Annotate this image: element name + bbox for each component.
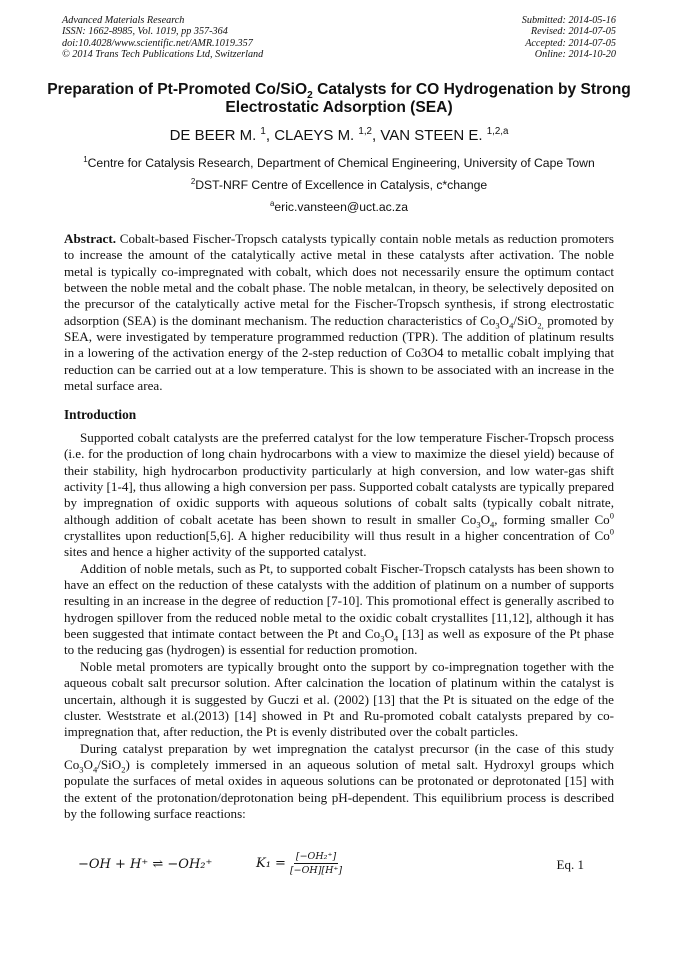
- paragraph: Supported cobalt catalysts are the preferred catalyst for the low temperature Fischer-Tropsch process (i.e. for the production of long chain hydrocarbons with a view to maximize the diesel yield) because of their stability, high hydrocarbon productivity particularly at high conversion, and low water-gas shift activity [1-4], thus allowing a high conversion per pass. Supported cobalt catalysts are typically prepared by impregnation of oxidic supports with aqueous solutions of cobalt salts (typically cobalt nitrate, although addition of cobalt acetate has been shown to result in smaller $Co_3O_4$, forming smaller Co$^0$ crystallites upon reduction[5,6]. A higher reducibility will thus result in a higher concentration of Co$^0$ sites and hence a higher activity of the supported catalyst.: [64, 430, 614, 560]
- journal-header: [62, 15, 263, 61]
- paragraph: Noble metal promoters are typically brought onto the support by co-impregnation together with the aqueous cobalt salt precursor solution. After calcination the location of platinum within the catalyst is uncertain, although it is suggested by Guczi et al. (2002) [13] that the Pt is situated on the edge of the cluster. Weststrate et al.(2013) [14] showed in Pt and Ru-promoted cobalt catalysts prepared by co-impregnation that, after reduction, the Pt is evenly distributed over the cobalt particles.: [64, 658, 614, 740]
- introduction-body: [64, 430, 614, 822]
- affiliation: $^1$Centre for Catalysis Research, Department of Chemical Engineering, University of Cape Town: [83, 154, 595, 170]
- dates-header: [522, 15, 616, 61]
- author: DE BEER M.: [169, 127, 257, 144]
- equation-fraction: $\frac{\text{[−OH₂⁺]}}{[-OH][H^+]}$: [289, 851, 343, 876]
- author: CLAEYS M.: [274, 127, 355, 144]
- doi: doi:10.4028/www.scientific.net/AMR.1019.357: [62, 37, 253, 49]
- paragraph: During catalyst preparation by wet impregnation the catalyst precursor (in the case of this study $Co_3O_4/SiO_2$) is completely immersed in an aqueous solution of metal salt. Hydroxyl groups which populate the surfaces of metal oxides in aqueous solutions can be protonated or deprotonated [15] with the extent of the protonation/deprotonation being pH-dependent. This equilibrium process is described by the following surface reactions:: [64, 740, 614, 821]
- equation-label: Eq. 1: [556, 857, 584, 872]
- submitted-date: Submitted: 2014-05-16: [521, 15, 616, 26]
- issn: ISSN: 1662-8985, Vol. 1019, pp 357-364: [62, 26, 228, 38]
- accepted-date: Accepted: 2014-07-05: [525, 37, 616, 49]
- equation-constant: K₁ = $\frac{\text{[−OH₂⁺]}}{[-OH][H^+]}$: [256, 851, 343, 876]
- revised-date: Revised: 2014-07-05: [530, 26, 616, 38]
- abstract: Abstract. Cobalt-based Fischer-Tropsch catalysts typically contain noble metals as reduction promoters to increase the amount of the catalytically active metal in these catalysts after activation. The noble metal is typically co-impregnated with cobalt, which does not necessarily ensure the optimum contact between the noble metal and the cobalt phase. The noble metalcan, in theory, be selectively deposited on the precursor of the catalytically active metal for the Fischer-Tropsch synthesis, if strong electrostatic adsorption (SEA) is the dominant mechanism. The reduction characteristics of $Co_3O_4/SiO_{2,}$ promoted by SEA, were investigated by temperature programmed reduction (TPR). The addition of platinum results in a lowering of the activation energy of the 2-step reduction of Co3O4 to metallic cobalt implying that reduction can be carried out at a low temperature. This is shown to be associated with an increase in the metal surface area.: [64, 231, 614, 394]
- equation-1: [78, 851, 584, 885]
- paper-title: Preparation of Pt-Promoted Co/SiO$_2$ Catalysts for CO Hydrogenation by Strong Electrostatic Adsorption (SEA): [47, 81, 631, 116]
- author-email: $^a$eric.vansteen@uct.ac.za: [269, 198, 409, 214]
- copyright: © 2014 Trans Tech Publications Ltd, Switzerland: [62, 49, 264, 61]
- affiliation: $^2$DST-NRF Centre of Excellence in Catalysis, c*change: [190, 176, 488, 192]
- online-date: Online: 2014-10-20: [534, 49, 616, 61]
- journal-name: Advanced Materials Research: [62, 15, 185, 26]
- abstract-label: Abstract.: [64, 231, 116, 246]
- equation-reaction: −OH + H⁺ ⇌ −OH₂⁺: [78, 857, 213, 872]
- paragraph: Addition of noble metals, such as Pt, to supported cobalt Fischer-Tropsch catalysts has been shown to have an effect on the reduction of these catalysts with the addition of platinum on a number of supports resulting in an increase in the degree of reduction [7-10]. This promotional effect is generally ascribed to hydrogen spillover from the reduced noble metal to the oxidic cobalt crystallites [11,12], although it has been suggested that intimate contact between the Pt and $Co_3O_4$ [13] as well as exposure of the Pt phase to the reducing gas (hydrogen) is essential for reduction promotion.: [64, 560, 614, 658]
- section-heading: Introduction: [64, 407, 137, 422]
- author-list: DE BEER M. $^1$, CLAEYS M. $^{1,2}$, VAN STEEN E. $^{1,2,a}$: [169, 126, 509, 144]
- author: VAN STEEN E.: [380, 127, 483, 144]
